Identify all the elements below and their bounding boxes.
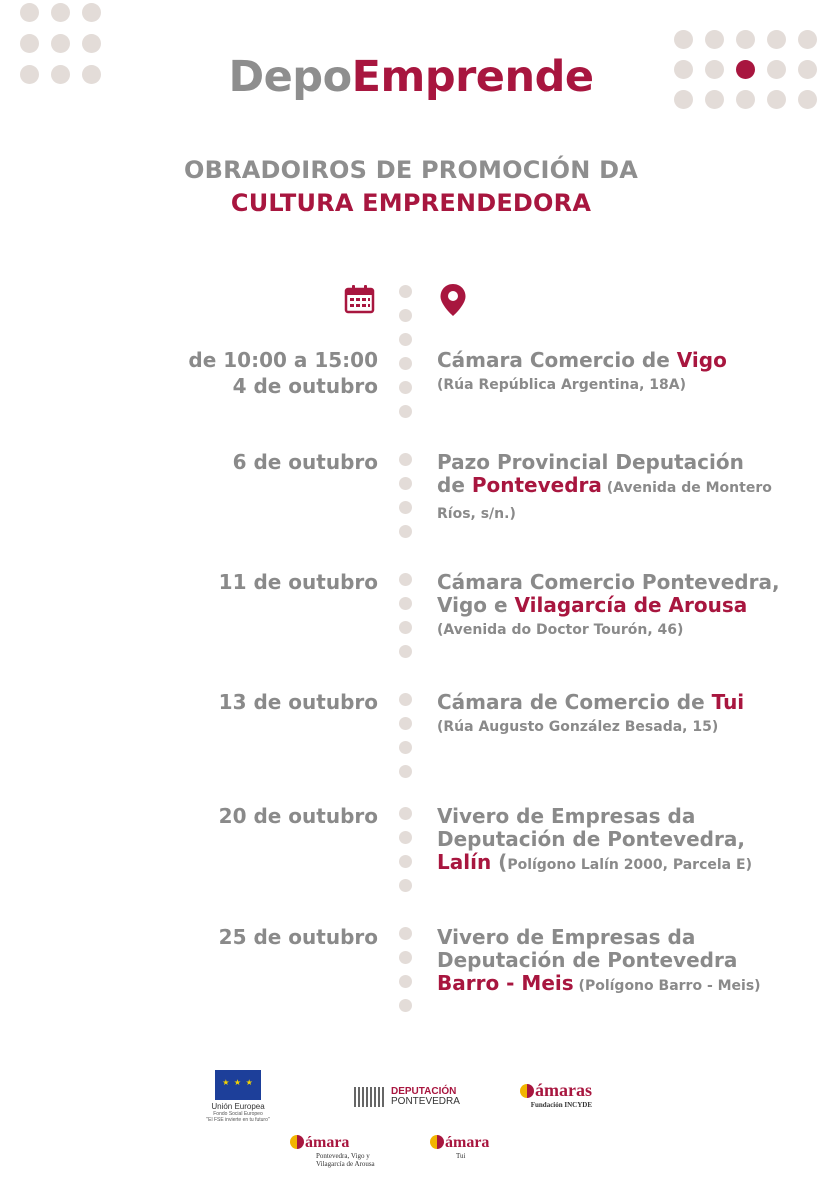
- venue-city: Pontevedra: [471, 473, 602, 497]
- venue-name: Pazo Provincial Deputación de: [437, 450, 744, 497]
- venue-address: (Avenida de Montero Ríos, s/n.): [437, 480, 772, 522]
- venue-address: (Polígono Barro - Meis): [573, 978, 761, 994]
- sponsor-logos: [0, 1060, 822, 1200]
- event-day: 6 de outubro: [232, 450, 378, 474]
- camaras-logo-name: ámaras: [535, 1080, 592, 1100]
- venue-separator: (: [491, 850, 508, 874]
- camara-pvv-name: ámara: [305, 1134, 350, 1151]
- camaras-logo-sub: Fundación INCYDE: [530, 1101, 592, 1109]
- event-day: 11 de outubro: [218, 570, 378, 594]
- event-venue: [437, 691, 817, 736]
- camara-pvv-sub1: Pontevedra, Vigo y: [316, 1152, 370, 1160]
- event-day: 4 de outubro: [232, 374, 378, 398]
- venue-name: Cámara Comercio de: [437, 348, 677, 372]
- subtitle-line2: CULTURA EMPRENDEDORA: [230, 189, 592, 217]
- camaras-incyde-logo: [520, 1080, 592, 1109]
- calendar-icon: [344, 284, 375, 318]
- subtitle-line1: OBRADOIROS DE PROMOCIÓN DA: [183, 156, 639, 184]
- event-date: [219, 803, 378, 829]
- venue-name: Vivero de Empresas da Deputación de Pontevedra: [437, 925, 738, 972]
- venue-city: Lalín: [437, 850, 492, 874]
- brand-title-part2: Emprende: [351, 52, 594, 102]
- brand-title: [0, 52, 822, 102]
- camara-pontevedra-logo: [290, 1134, 375, 1168]
- camara-pvv-sub2: Vilagarcía de Arousa: [316, 1160, 375, 1168]
- venue-city: Vigo: [676, 348, 727, 372]
- event-date: [219, 689, 378, 715]
- deputacion-line2: PONTEVEDRA: [391, 1096, 460, 1107]
- venue-city: Tui: [711, 690, 745, 714]
- event-day: 13 de outubro: [218, 690, 378, 714]
- eu-logo-name: Unión Europea: [211, 1102, 265, 1111]
- venue-city: Barro - Meis: [437, 971, 574, 995]
- event-time: de 10:00 a 15:00: [188, 348, 378, 372]
- event-day: 25 de outubro: [218, 925, 378, 949]
- deputacion-logo: [354, 1087, 460, 1107]
- venue-name: Cámara de Comercio de: [437, 690, 712, 714]
- event-day: 20 de outubro: [218, 804, 378, 828]
- venue-name: Vivero de Empresas da Deputación de Pontevedra,: [437, 804, 745, 851]
- camara-tui-name: ámara: [445, 1134, 490, 1151]
- deputacion-line1: DEPUTACIÓN: [391, 1086, 457, 1097]
- event-venue: [437, 349, 817, 394]
- eu-logo: [206, 1070, 270, 1123]
- event-venue: [437, 451, 777, 526]
- location-pin-icon: [439, 283, 467, 321]
- brand-title-part1: Depo: [228, 52, 352, 102]
- event-date: [219, 924, 378, 950]
- deputacion-bars-icon: [354, 1087, 386, 1107]
- eu-logo-line2: "El FSE invierte en tu futuro": [206, 1117, 270, 1123]
- venue-city: Vilagarcía de Arousa: [514, 593, 748, 617]
- venue-name: Cámara Comercio Pontevedra, Vigo e: [437, 570, 780, 617]
- camara-tui-sub: Tui: [456, 1152, 466, 1160]
- venue-address: (Rúa República Argentina, 18A): [437, 377, 687, 393]
- camara-c-icon: [290, 1135, 304, 1149]
- camara-tui-logo: [430, 1134, 489, 1160]
- event-date: [219, 569, 378, 595]
- venue-address: (Rúa Augusto González Besada, 15): [437, 719, 719, 735]
- eu-flag-icon: [215, 1070, 261, 1100]
- event-venue: [437, 805, 782, 877]
- camara-c-icon: [430, 1135, 444, 1149]
- venue-address: Polígono Lalín 2000, Parcela E): [507, 857, 752, 873]
- event-venue: [437, 571, 797, 639]
- event-venue: [437, 926, 782, 998]
- eu-logo-line1: Fondo Social Europeo: [213, 1111, 263, 1117]
- venue-address: (Avenida do Doctor Tourón, 46): [437, 622, 684, 638]
- event-date: [188, 347, 378, 399]
- camara-c-icon: [520, 1084, 534, 1098]
- event-date: [233, 449, 378, 475]
